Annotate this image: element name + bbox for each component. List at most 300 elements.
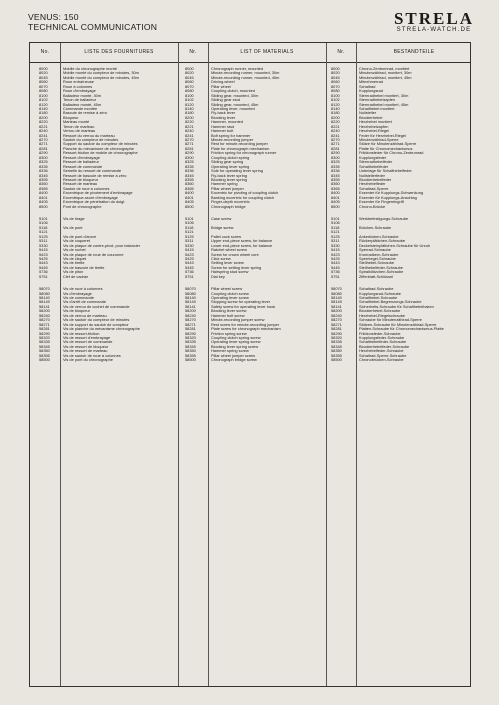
part-number: 8000 xyxy=(185,67,194,71)
part-number: 5736 xyxy=(185,269,194,275)
english-name: Plate screw for chronograph mechanism xyxy=(211,326,281,332)
brand-website: STRELA-WATCH.DE xyxy=(396,27,472,33)
column-part-numbers-fr xyxy=(39,67,59,363)
english-name: Plate for chronograph mechanism xyxy=(211,145,270,151)
german-name: Schalthebelfeder xyxy=(359,163,389,169)
french-name: Vis de ressort d'embrayage xyxy=(63,334,111,340)
german-name: Schaltrad-Schraube xyxy=(359,286,394,292)
part-number: 5106 xyxy=(185,220,194,226)
german-name: Minutenzählrad-Sperre xyxy=(359,137,399,142)
french-name: Mobile monté du compteur de minutes, 45m xyxy=(63,74,139,80)
column-part-numbers-de xyxy=(331,67,355,363)
part-number: 58290 xyxy=(39,330,50,336)
french-name: Vis de sautoir de roue à colonnes xyxy=(63,352,121,358)
english-name: Upper end-piece screw, for balance xyxy=(211,238,273,244)
column-divider xyxy=(208,43,209,686)
part-number: 58080 xyxy=(185,290,196,296)
part-number: 58240 xyxy=(185,312,196,318)
header-divider xyxy=(30,62,470,63)
part-number: 8290 xyxy=(185,150,194,156)
french-name: Vis de pont xyxy=(63,224,83,230)
german-name: Friktionsfeder für Chrono-Zentrumrad xyxy=(359,150,424,156)
german-name: Sternradhebelfeder xyxy=(359,159,393,165)
english-name: Friction spring for chronograph runner xyxy=(211,150,277,156)
part-number: 8300 xyxy=(39,154,48,160)
part-number: 5311 xyxy=(39,238,48,244)
french-name: Support du sautoir du compteur de minutes xyxy=(63,141,138,147)
german-name: Rückerplättchen-Schraube xyxy=(359,238,406,244)
part-number: 5751 xyxy=(331,273,340,279)
english-name: Sliding gear spring xyxy=(211,159,244,165)
part-number: 8365 xyxy=(331,185,340,191)
part-number: 8500 xyxy=(331,203,340,209)
german-name: Sicherheits-Schraube für Schalthebelhaken xyxy=(359,303,434,309)
part-number: 8100 xyxy=(331,92,340,98)
part-number: 8080 xyxy=(185,88,194,94)
french-name: Vis de piton xyxy=(63,269,84,275)
part-number: 58320 xyxy=(39,334,50,340)
german-name: Mitnehmerrad xyxy=(359,79,384,85)
english-name: Minute-recording jumper xyxy=(211,137,254,142)
part-number: 8290 xyxy=(331,150,340,156)
french-name: Bascule de remise à zéro xyxy=(63,110,107,116)
french-name: Ressort du verrou du marteau xyxy=(63,132,115,138)
part-number: 5121 xyxy=(331,229,340,235)
part-number: 58350 xyxy=(39,348,50,354)
english-name: Setting lever screw xyxy=(211,260,244,266)
french-name: Roue à colonnes xyxy=(63,83,93,89)
part-number: 8140 xyxy=(185,105,194,111)
english-name: Blocking lever spring screw xyxy=(211,343,259,349)
german-name: Herzhebel montiert xyxy=(359,119,392,125)
part-number: 58271 xyxy=(331,321,342,327)
part-number: 8500 xyxy=(39,203,48,209)
english-name: Sliding gear, mounted, 30m xyxy=(211,92,259,98)
part-number: 5751 xyxy=(185,273,194,279)
part-number: 8080 xyxy=(39,88,48,94)
french-name: Excentrique de pivotement d'embrayage xyxy=(63,190,133,196)
part-number: 8241 xyxy=(185,132,194,138)
french-name: Ressort de balladeur xyxy=(63,159,99,165)
part-number: 8120 xyxy=(331,101,340,107)
french-name: Ressort-friction de mobile de chronographe xyxy=(63,150,138,156)
part-number: 8500 xyxy=(185,203,194,209)
part-number: 58335 xyxy=(39,339,50,345)
german-name: Werkbefestigungs-Schraube xyxy=(359,216,409,221)
part-number: 8020 xyxy=(39,70,48,76)
german-name: Stützen-Schraube für Minutenzählrad-Sperre xyxy=(359,321,437,327)
french-name: Mobile du chronographe monté xyxy=(63,67,117,71)
german-name: Minutenzählrad, montiert, 45m xyxy=(359,74,412,80)
german-name: Herzhebel-Riegelschraube xyxy=(359,312,406,318)
part-number: 5423 xyxy=(39,251,48,257)
part-number: 5736 xyxy=(39,269,48,275)
part-number: 8221 xyxy=(39,123,48,129)
part-number: 5425 xyxy=(185,255,194,261)
german-name: Brücken-Schraube xyxy=(359,224,392,230)
french-name: Vis de bloqueur xyxy=(63,308,90,314)
english-name: Coupling clutch, mounted xyxy=(211,88,255,94)
part-number: 5125 xyxy=(185,233,194,239)
part-number: 8300 xyxy=(331,154,340,160)
part-number: 5330 xyxy=(185,242,194,248)
part-number: 58141 xyxy=(39,303,50,309)
part-number: 8345 xyxy=(331,172,340,178)
german-name: Blockierhebelfeder xyxy=(359,176,392,182)
part-number: 8100 xyxy=(39,92,48,98)
english-name: Hammer bolt xyxy=(211,128,234,134)
part-number: 5118 xyxy=(39,224,48,230)
german-name: Chronobrücken-Schraube xyxy=(359,357,404,363)
part-number: 58290 xyxy=(185,330,196,336)
german-name: Blockierhebel-Schraube xyxy=(359,308,401,314)
part-number: 58070 xyxy=(185,286,196,292)
english-name: Eccentric for pivoting of coupling clutch xyxy=(211,190,279,196)
english-name: Operating lever spring screw xyxy=(211,339,261,345)
part-number: 58350 xyxy=(185,348,196,354)
english-name: Minute-recording jumper screw xyxy=(211,317,265,323)
french-name: Vis de pont du chronographe xyxy=(63,357,113,363)
part-number: 58080 xyxy=(39,290,50,296)
part-number: 8060 xyxy=(331,79,340,85)
part-number: 8221 xyxy=(185,123,194,129)
english-name: Ratchet wheel screw xyxy=(211,247,247,253)
part-number: 8100 xyxy=(185,92,194,98)
part-number: 58200 xyxy=(39,308,50,314)
part-number: 8400 xyxy=(185,190,194,196)
german-name: Deckelsteinplättchen-Schraube für Unruh xyxy=(359,242,431,248)
part-number: 5751 xyxy=(39,273,48,279)
english-name: Minute-recording runner, mounted, 45m xyxy=(211,74,280,80)
english-name: Friction spring screw xyxy=(211,330,247,336)
french-name: Ressort d'embrayage xyxy=(63,154,100,160)
english-name: Hammer stud xyxy=(211,123,235,129)
part-number: 8281 xyxy=(39,145,48,151)
german-name: Blockierhebel xyxy=(359,114,383,120)
german-name: Stütze für Minutenzählrad-Sperre xyxy=(359,141,417,147)
part-number: 8000 xyxy=(331,67,340,71)
english-name: Chronograph bridge screw xyxy=(211,357,257,363)
header-french: LISTE DES FOURNITURES xyxy=(84,49,154,55)
french-name: Vis de ressort de bloqueur xyxy=(63,343,109,349)
part-number: 58345 xyxy=(39,343,50,349)
part-number: 58240 xyxy=(331,312,342,318)
part-number: 58345 xyxy=(185,343,196,349)
german-name: Kupplungsfeder xyxy=(359,154,387,160)
german-name: Platte für Chronomechanismus xyxy=(359,145,413,151)
part-number: 58240 xyxy=(39,312,50,318)
english-name: Case screw xyxy=(211,216,232,221)
english-name: Sliding gear stud xyxy=(211,97,240,103)
french-name: Tenon de balladeur xyxy=(63,97,97,103)
part-number: 5125 xyxy=(39,233,48,239)
german-name: Sperrkegel-Schraube xyxy=(359,255,396,261)
part-number: 8281 xyxy=(331,145,340,151)
part-number: 8180 xyxy=(185,110,194,116)
part-number: 8325 xyxy=(331,159,340,165)
header-no-fr: No. xyxy=(40,49,50,55)
part-number: 8140 xyxy=(39,105,48,111)
part-number: 8345 xyxy=(185,172,194,178)
part-number: 58149 xyxy=(185,299,196,305)
document-title xyxy=(28,12,157,32)
part-number: 8102 xyxy=(331,97,340,103)
part-number: 8270 xyxy=(331,137,340,142)
part-number: 5425 xyxy=(331,255,340,261)
french-name: Vis de planche du mécanisme chronographe xyxy=(63,326,140,332)
german-name: Nullstellerfeder xyxy=(359,172,385,178)
english-name: Driving-wheel xyxy=(211,79,235,85)
german-name: Unterlage für Schalthebelfeder xyxy=(359,168,412,174)
part-number: 5443 xyxy=(331,260,340,266)
part-number: 8120 xyxy=(39,101,48,107)
german-name: Sternradhebel montiert, 45m xyxy=(359,101,409,107)
english-name: Hairspring stud screw xyxy=(211,269,249,275)
french-name: Vis de ressort de marteau xyxy=(63,348,108,354)
french-name: Vis de ressort-friction xyxy=(63,330,100,336)
german-name: Sperrad-Schraube xyxy=(359,247,391,253)
french-name: Vis de bascule de tirette xyxy=(63,264,105,270)
english-name: Dial key xyxy=(211,273,225,279)
english-name: Operating lever, mounted xyxy=(211,105,255,111)
english-name: Hammer spring xyxy=(211,181,238,187)
column-german-names xyxy=(359,67,471,363)
part-number: 58141 xyxy=(331,303,342,309)
french-name: Vis de verrou de cochet de commande xyxy=(63,303,130,309)
english-name: Hammer, mounted xyxy=(211,119,244,125)
french-name: Vis de plaque de roue de couronne xyxy=(63,251,124,257)
part-number: 8045 xyxy=(331,74,340,80)
french-name: Vis de cliquet xyxy=(63,255,87,261)
part-number: 5443 xyxy=(185,260,194,266)
part-number: 8270 xyxy=(39,137,48,142)
part-number: 8290 xyxy=(39,150,48,156)
french-name: Vis de plaque de contre-pivot, pour balancier xyxy=(63,242,141,248)
part-number: 5125 xyxy=(331,233,340,239)
english-name: Coupling clutch screw xyxy=(211,290,249,296)
part-number: 8080 xyxy=(331,88,340,94)
part-number: 8355 xyxy=(185,176,194,182)
part-number: 5445 xyxy=(39,264,48,270)
german-name: Herzhebel-Riegel xyxy=(359,128,390,134)
part-number: 58281 xyxy=(331,326,342,332)
french-name: Tenon de marteau xyxy=(63,123,95,129)
part-number: 8400 xyxy=(331,190,340,196)
french-name: Roue entraîneuse xyxy=(63,79,94,85)
french-name: Vis de coqueret xyxy=(63,238,90,244)
french-name: Semelle du ressort de commande xyxy=(63,168,122,174)
part-number: 8060 xyxy=(185,79,194,85)
french-name: Sautoir du compteur de minutes xyxy=(63,137,119,142)
part-number: 8335 xyxy=(185,163,194,169)
part-number: 58500 xyxy=(185,357,196,363)
part-number: 5101 xyxy=(331,216,340,221)
part-number: 58320 xyxy=(185,334,196,340)
german-name: Minutenzählrad, montiert, 30m xyxy=(359,70,412,76)
brand-logo: STRELA xyxy=(393,9,474,28)
part-number: 5443 xyxy=(39,260,48,266)
part-number: 8240 xyxy=(39,128,48,134)
part-number: 5415 xyxy=(185,247,194,253)
part-number: 58200 xyxy=(185,308,196,314)
part-number: 5118 xyxy=(185,224,194,230)
english-name: Rest for minute-recording jumper xyxy=(211,141,268,147)
english-name: Banking eccentric for coupling clutch xyxy=(211,194,275,200)
part-number: 8355 xyxy=(39,176,48,182)
part-number: 8401 xyxy=(185,194,194,200)
part-number: 8045 xyxy=(185,74,194,80)
german-name: Schaltrad xyxy=(359,83,376,89)
part-number: 5106 xyxy=(39,220,48,226)
english-name: Pallet cock screw xyxy=(211,233,242,239)
french-name: Verrou de marteau xyxy=(63,128,96,134)
french-name: Planche du mécanisme de chronographe xyxy=(63,145,134,151)
part-number: 8336 xyxy=(331,168,340,174)
german-name: Exzenter für Kupplungs-Anschlag xyxy=(359,194,417,200)
english-name: Coupling clutch spring screw xyxy=(211,334,261,340)
part-number: 8271 xyxy=(331,141,340,147)
part-number: 8070 xyxy=(331,83,340,89)
french-name: Pont de chronographe xyxy=(63,203,102,209)
part-number: 8405 xyxy=(331,199,340,205)
english-name: Operating lever spring xyxy=(211,163,250,169)
french-name: Commande montée xyxy=(63,105,98,111)
part-number: 58290 xyxy=(331,330,342,336)
part-number: 58345 xyxy=(331,343,342,349)
part-number: 8102 xyxy=(185,97,194,103)
header-no-de: Nr. xyxy=(337,49,345,55)
english-name: Sole for operating lever spring xyxy=(211,168,263,174)
english-name: Fly-back lever xyxy=(211,110,236,116)
column-divider xyxy=(356,43,357,686)
french-name: Roue d'embrayage xyxy=(63,88,96,94)
part-number: 8300 xyxy=(185,154,194,160)
part-number: 58080 xyxy=(331,290,342,296)
part-number: 5445 xyxy=(331,264,340,270)
part-number: 8200 xyxy=(331,114,340,120)
french-name: Excentrique-ssoré d'embrayage xyxy=(63,194,118,200)
french-name: Ressort de bascule de remise à zéro xyxy=(63,172,127,178)
part-number: 8335 xyxy=(331,163,340,169)
part-number: 8070 xyxy=(185,83,194,89)
part-number: 8360 xyxy=(185,181,194,187)
german-name: Kronradkern-Schraube xyxy=(359,251,399,257)
english-name: Pillar wheel screw xyxy=(211,286,243,292)
parts-table xyxy=(29,42,471,687)
part-number: 58140 xyxy=(39,295,50,300)
french-name: Ressort de commande xyxy=(63,163,103,169)
german-name: Herzhebelfeder-Schraube xyxy=(359,348,404,354)
part-number: 5415 xyxy=(39,247,48,253)
part-number: 5736 xyxy=(331,269,340,275)
german-name: Schalthebel-Schraube xyxy=(359,295,398,300)
english-name: Sliding gear, mounted, 45m xyxy=(211,101,259,107)
german-name: Spiralklötzchen-Schraube xyxy=(359,269,404,275)
part-number: 8000 xyxy=(39,67,48,71)
english-name: Pillar wheel xyxy=(211,83,231,89)
english-name: Coupling clutch spring xyxy=(211,154,250,160)
english-name: Safety screw for operating lever hook xyxy=(211,303,276,309)
german-name: Herzhebelzapfen xyxy=(359,123,389,129)
part-number: 58140 xyxy=(185,295,196,300)
french-name: Bloqueur xyxy=(63,114,79,120)
german-name: Exzenter für Fingereingriff xyxy=(359,199,404,205)
column-part-numbers-en xyxy=(185,67,207,363)
german-name: Feder für Herzhebel-Riegel xyxy=(359,132,406,138)
french-name: Vis de tirage xyxy=(63,216,85,221)
part-number: 8200 xyxy=(185,114,194,120)
german-name: Sternradhebelzapfen xyxy=(359,97,396,103)
part-number: 8405 xyxy=(185,199,194,205)
german-name: Sternradhebel montiert, 30m xyxy=(359,92,409,98)
part-number: 8365 xyxy=(39,185,48,191)
part-number: 8401 xyxy=(39,194,48,200)
part-number: 8405 xyxy=(39,199,48,205)
part-number: 58270 xyxy=(39,317,50,323)
english-name: Blocking lever spring xyxy=(211,176,247,182)
german-name: Friktionsfeder-Schraube xyxy=(359,330,401,336)
part-number: 8240 xyxy=(331,128,340,134)
part-number: 8365 xyxy=(185,185,194,191)
french-name: Vis de roue à colonnes xyxy=(63,286,103,292)
part-number: 58281 xyxy=(39,326,50,332)
part-number: 5445 xyxy=(185,264,194,270)
german-name: Blockierhebelfeder-Schraube xyxy=(359,343,410,349)
part-number: 8401 xyxy=(331,194,340,200)
part-number: 8241 xyxy=(39,132,48,138)
part-number: 58320 xyxy=(331,334,342,340)
french-name: Sautoir de roue à colonnes xyxy=(63,185,110,191)
part-number: 5121 xyxy=(39,229,48,235)
header-no-en: Nr. xyxy=(189,49,197,55)
french-name: Excentrique de pénétration du doigt xyxy=(63,199,125,205)
english-name: Pillar wheel jumper xyxy=(211,185,244,191)
english-name: Finger-depth eccentric xyxy=(211,199,250,205)
part-number: 5118 xyxy=(331,224,340,230)
german-name: Kupplungsfeder-Schraube xyxy=(359,334,405,340)
english-name: Screw for crown wheel core xyxy=(211,251,259,257)
column-divider xyxy=(178,43,179,686)
part-number: 5423 xyxy=(331,251,340,257)
german-name: Chrono-Brücke xyxy=(359,203,386,209)
english-name: Bridge screw xyxy=(211,224,234,230)
part-number: 8020 xyxy=(185,70,194,76)
german-name: Schalthebelfeder-Schraube xyxy=(359,339,407,345)
english-name: Chronograph bridge xyxy=(211,203,246,209)
french-name: Vis de verrou de marteau xyxy=(63,312,107,318)
part-number: 58141 xyxy=(185,303,196,309)
part-number: 8220 xyxy=(39,119,48,125)
part-number: 8271 xyxy=(39,141,48,147)
part-number: 8360 xyxy=(331,181,340,187)
column-french-names xyxy=(63,67,176,363)
part-number: 8281 xyxy=(185,145,194,151)
french-name: Balladeur monté, 30m xyxy=(63,92,102,98)
french-name: Marteau monté xyxy=(63,119,90,125)
column-divider xyxy=(326,43,327,686)
part-number: 5330 xyxy=(331,242,340,248)
part-number: 8180 xyxy=(331,110,340,116)
part-number: 5330 xyxy=(39,242,48,248)
english-name: Operating lever screw xyxy=(211,295,249,300)
french-name: Clef de cadran xyxy=(63,273,89,279)
english-name: Click screw xyxy=(211,255,231,261)
part-number: 5106 xyxy=(331,220,340,226)
german-name: Schaltrad-Sperre xyxy=(359,185,389,191)
part-number: 5101 xyxy=(185,216,194,221)
english-name: Stopping screw for operating lever xyxy=(211,299,271,305)
communication-line: TECHNICAL COMMUNICATION xyxy=(28,22,158,32)
